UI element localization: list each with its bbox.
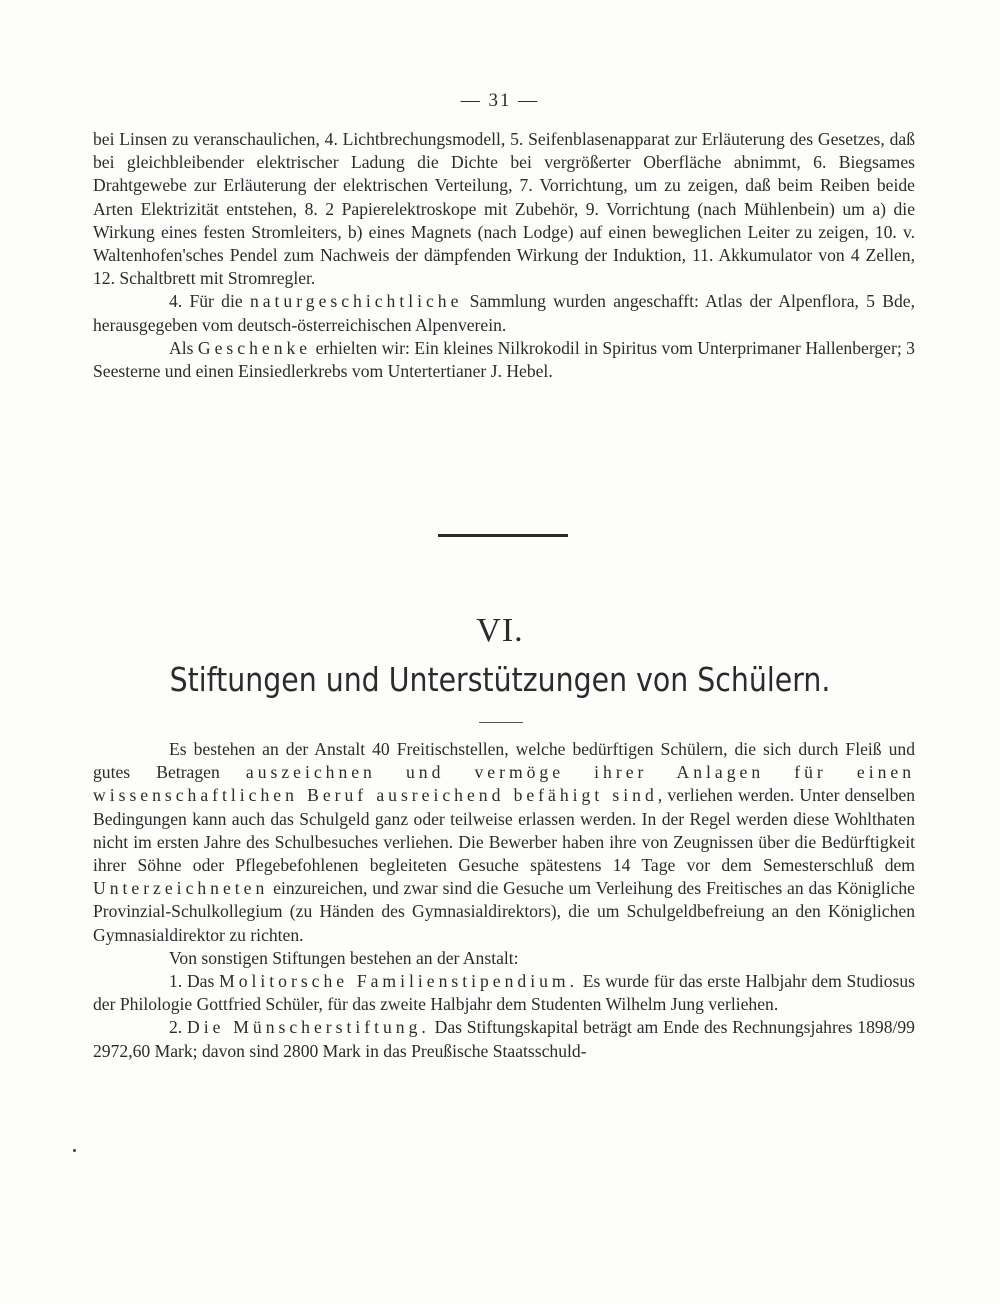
- free-table-start: Es bestehen an der Anstalt 40 Freitischstellen, welche bedürftigen Schülern, die sich durch Fleiß und gutes Betragen: [93, 739, 915, 783]
- natural-history-start: 4. Für die: [169, 291, 243, 312]
- gifts-end: erhielten wir: Ein kleines Nilkrokodil in Spiritus vom Unterprimaner Hallenberger; 3 Seesterne und einen Einsiedlerkrebs vom Untertertianer J. Hebel.: [93, 337, 915, 382]
- free-table-paragraph: [93, 738, 915, 947]
- free-table-spaced-2: Unterzeichneten: [93, 878, 269, 899]
- molitor-stipend-paragraph: [93, 970, 915, 1016]
- chapter-title: Stiftungen und Unterstützungen von Schülern.: [169, 660, 831, 699]
- physics-apparatus-paragraph: bei Linsen zu veranschaulichen, 4. Lichtbrechungsmodell, 5. Seifenblasenapparat zur Erläuterung des Gesetzes, daß bei gleichbleibender elektrischer Ladung die Dichte bei vergrößerter Oberfläche abnimmt, 6. Biegsames Drahtgewebe zur Erläuterung der elektrischen Verteilung, 7. Vorrichtung, um zu zeigen, daß beim Reiben beide Arten Elektrizität entstehen, 8. 2 Papierelektroskope mit Zubehör, 9. Vorrichtung (nach Mühlenbein) um a) die Wirkung eines festen Stromleiters, b) eines Magnets (nach Lodge) auf einen beweglichen Leiter zu zeigen, 10. v. Waltenhofen'sches Pendel zum Nachweis der dämpfenden Wirkung der Induktion, 11. Akkumulator von 4 Zellen, 12. Schaltbrett mit Stromregler.: [93, 129, 915, 289]
- other-foundations-paragraph: Von sonstigen Stiftungen bestehen an der Anstalt:: [169, 947, 519, 968]
- free-table-spaced-1: auszeichnen und vermöge ihrer Anlagen für einen wissenschaftlichen Beruf ausreichend befähigt sind: [93, 762, 915, 806]
- section-divider-rule: [438, 534, 568, 537]
- title-underline-rule: [479, 722, 523, 723]
- gifts-start: Als: [169, 337, 194, 358]
- free-table-end: einzureichen, und zwar sind die Gesuche um Verleihung des Freitisches an das Königliche Provinzial-Schulkollegium (zu Händen des Gymnasialdirektors), die um Schulgeldbefreiung an den Königlichen Gymnasialdirektor zu richten.: [93, 878, 915, 945]
- muenscher-foundation-paragraph: [93, 1016, 915, 1062]
- gifts-spaced: Geschenke: [197, 337, 312, 358]
- top-text-block: [93, 128, 915, 383]
- chapter-number: VI.: [476, 612, 524, 649]
- free-table-middle: , verliehen werden. Unter denselben Bedingungen kann auch das Schulgeld ganz oder teilweise erlassen werden. In der Regel werden diese Wohlthaten nicht im ersten Jahre des Schulbesuches verliehen. Die Bewerber haben ihre von Zeugnissen über die Bedürftigkeit ihrer Söhne oder Pflegebefohlenen begleiteten Gesuche spätestens 14 Tage vor dem Semesterschluß dem: [93, 785, 915, 876]
- natural-history-paragraph: [93, 290, 915, 336]
- muenscher-end: Das Stiftungskapital beträgt am Ende des Rechnungsjahres 1898/99 2972,60 Mark; davon sind 2800 Mark in das Preußische Staatsschuld-: [93, 1017, 915, 1061]
- molitor-spaced: Molitorsche Familienstipendium.: [219, 971, 578, 992]
- bottom-text-block: [93, 738, 915, 1063]
- print-speck: [73, 1149, 76, 1152]
- natural-history-spaced: naturgeschichtliche: [249, 291, 463, 312]
- muenscher-spaced: Die Münscherstiftung.: [187, 1017, 430, 1038]
- gifts-paragraph: [93, 337, 915, 383]
- molitor-start: 1. Das: [169, 971, 215, 992]
- muenscher-start: 2.: [169, 1017, 183, 1038]
- molitor-end: Es wurde für das erste Halbjahr dem Studiosus der Philologie Gottfried Schüler, für das zweite Halbjahr dem Studenten Wilhelm Jung verliehen.: [93, 971, 915, 1015]
- natural-history-end: Sammlung wurden angeschafft: Atlas der Alpenflora, 5 Bde, herausgegeben vom deutsch-österreichischen Alpenverein.: [93, 291, 915, 335]
- page-number: — 31 —: [460, 90, 540, 111]
